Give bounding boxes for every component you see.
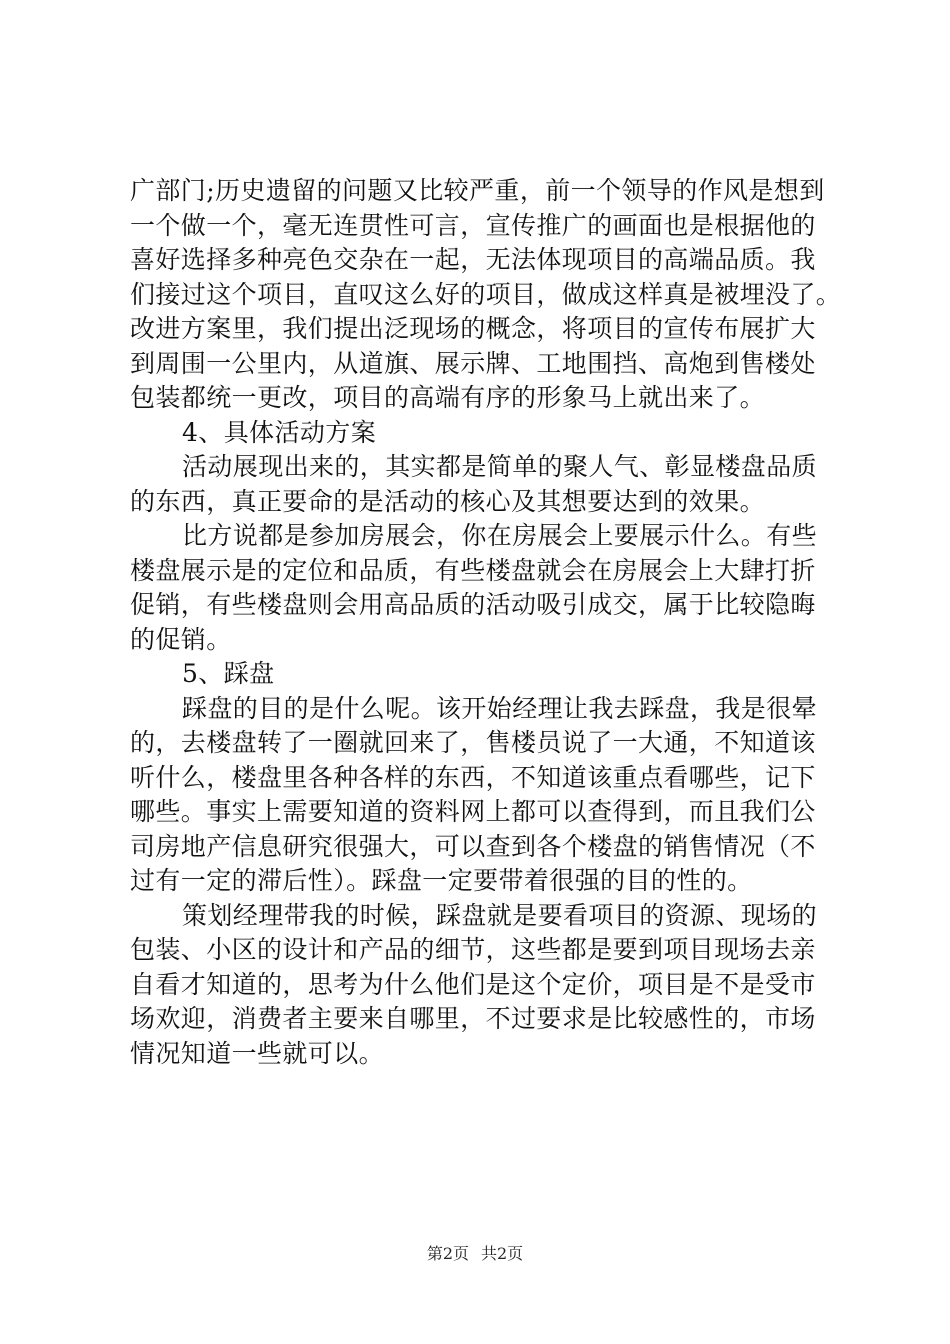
text-line: 比方说都是参加房展会，你在房展会上要展示什么。有些: [182, 521, 818, 550]
text-line: 自看才知道的，思考为什么他们是这个定价，项目是不是受市: [130, 969, 816, 999]
text-line: 促销，有些楼盘则会用高品质的活动吸引成交，属于比较隐晦: [130, 590, 816, 619]
text-line: 到周围一公里内，从道旗、展示牌、工地围挡、高炮到售楼处: [130, 348, 816, 378]
text-line: 策划经理带我的时候，踩盘就是要看项目的资源、现场的: [182, 900, 818, 930]
page-number: 第2页: [426, 1244, 469, 1263]
text-line: 的，去楼盘转了一圈就回来了，售楼员说了一大通，不知道该: [130, 728, 816, 757]
text-line: 4、具体活动方案: [182, 417, 377, 447]
text-line: 包装、小区的设计和产品的细节，这些都是要到项目现场去亲: [130, 935, 816, 964]
text-line: 场欢迎，消费者主要来自哪里，不过要求是比较感性的，市场: [130, 1004, 816, 1033]
text-line: 听什么，楼盘里各种各样的东西，不知道该重点看哪些，记下: [130, 762, 816, 792]
text-line: 过有一定的滞后性）。踩盘一定要带着很强的目的性的。: [130, 866, 753, 895]
text-line: 踩盘的目的是什么呢。该开始经理让我去踩盘，我是很晕: [182, 693, 818, 723]
text-line: 一个做一个，毫无连贯性可言，宣传推广的画面也是根据他的: [130, 210, 816, 240]
text-line: 楼盘展示是的定位和品质，有些楼盘就会在房展会上大肆打折: [130, 555, 816, 585]
text-line: 哪些。事实上需要知道的资料网上都可以查得到，而且我们公: [130, 797, 816, 826]
text-line: 活动展现出来的，其实都是简单的聚人气、彰显楼盘品质: [182, 452, 818, 481]
text-line: 们接过这个项目，直叹这么好的项目，做成这样真是被埋没了。: [130, 279, 842, 309]
text-line: 喜好选择多种亮色交杂在一起，无法体现项目的高端品质。我: [130, 245, 816, 274]
text-line: 改进方案里，我们提出泛现场的概念，将项目的宣传布展扩大: [130, 314, 816, 343]
text-line: 5、踩盘: [182, 659, 275, 688]
page-total: 共2页: [481, 1244, 524, 1263]
text-line: 包装都统一更改，项目的高端有序的形象马上就出来了。: [130, 383, 766, 412]
text-line: 的东西，真正要命的是活动的核心及其想要达到的效果。: [130, 486, 766, 516]
text-line: 广部门;历史遗留的问题又比较严重，前一个领导的作风是想到: [130, 176, 825, 205]
page-footer: [0, 1244, 950, 1264]
document-body: [130, 174, 850, 1071]
text-line: 的促销。: [130, 624, 232, 654]
text-line: 情况知道一些就可以。: [130, 1038, 385, 1068]
text-line: 司房地产信息研究很强大，可以查到各个楼盘的销售情况（不: [130, 831, 816, 861]
